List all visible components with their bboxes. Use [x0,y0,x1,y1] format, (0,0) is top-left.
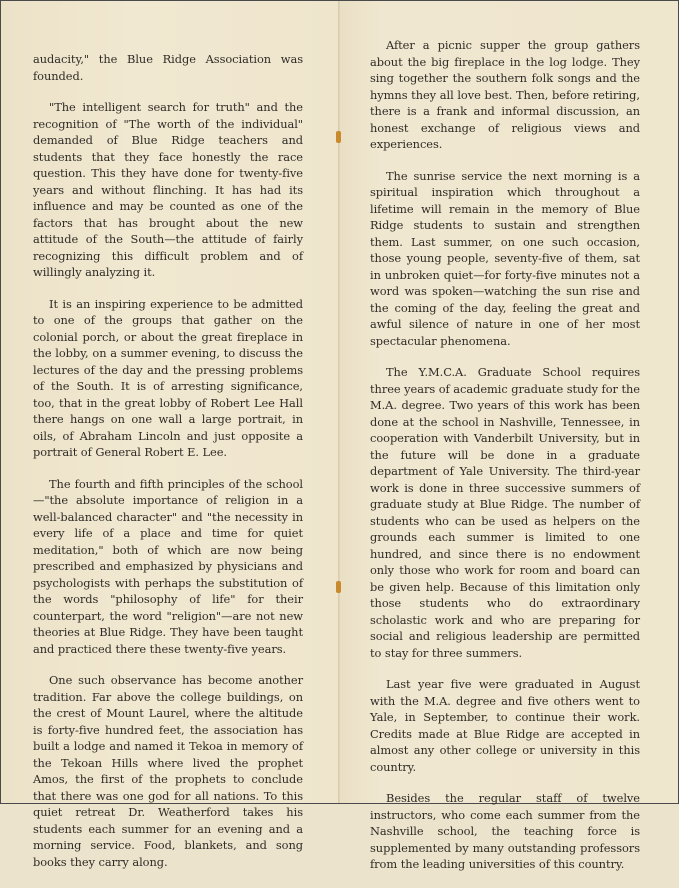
binding-staple-top [336,131,341,143]
binding-staple-bottom [336,581,341,593]
paragraph: After a picnic supper the group gathers about the big fireplace in the log lodge. They sing together the southern folk songs and the hymns they all love best. Then, before retiring, there is a frank and informal discussion, an honest exchange of religious views and experiences. [370,38,640,151]
paragraph: "The intelligent search for truth" and the recognition of "The worth of the individual" demanded of Blue Ridge teachers and students that they face honestly the race question. This they have done for twenty-five years and without flinching. It has had its influence and may be counted as one of the factors that has brought about the new attitude of the South—the attitude of fairly recognizing this difficult problem and of willingly analyzing it. [33,100,303,279]
paragraph: The fourth and fifth principles of the school—"the absolute importance of religion in a well-balanced character" and "the necessity in every life of a place and time for quiet meditation," both of which are now being prescribed and emphasized by physicians and psychologists with perhaps the substitution of the words "philosophy of life" for their counterpart, the word "religion"—are not new theories at Blue Ridge. They have been taught and practiced there these twenty-five years. [33,476,303,656]
paragraph: The sunrise service the next morning is a spiritual inspiration which throughout a lifetime will remain in the memory of Blue Ridge students to sustain and strengthen them. Last summer, on one such occasion, those young people, seventy-five of them, sat in unbroken quiet—for forty-five minutes not a word was spoken—watching the sun rise and the coming of the day, feeling the great and awful silence of nature in one of her most spectacular phenomena. [370,168,640,348]
left-column-text [33,51,303,885]
right-column-text [370,38,640,888]
paragraph: audacity," the Blue Ridge Association was founded. [33,52,303,83]
page-gutter [338,1,340,803]
paragraph: Besides the regular staff of twelve instructors, who come each summer from the Nashville school, the teaching force is supplemented by many outstanding professors from the leading universities of this country. [370,791,640,871]
paragraph: One such observance has become another tradition. Far above the college buildings, on the crest of Mount Laurel, where the altitude is forty-five hundred feet, the association has built a lodge and named it Tekoa in memory of the Tekoan Hills where lived the prophet Amos, the first of the prophets to conclude that there was one god for all nations. To this quiet retreat Dr. Weatherford takes his students each summer for an evening and a morning service. Food, blankets, and song books they carry along. [33,673,303,869]
paragraph: Last year five were graduated in August with the M.A. degree and five others went to Yale, in September, to continue their work. Credits made at Blue Ridge are accepted in almost any other college or university in this country. [370,677,640,774]
paragraph: The Y.M.C.A. Graduate School requires three years of academic graduate study for the M.A. degree. Two years of this work has been done at the school in Nashville, Tennessee, in cooperation with Vanderbilt University, but in the future will be done in a graduate department of Yale University. The third-year work is done in three successive summers of graduate study at Blue Ridge. The number of students who can be used as helpers on the grounds each summer is limited to one hundred, and since there is no endowment only those who work for room and board can be given help. Because of this limitation only those students who do extraordinary scholastic work and who are preparing for social and religious leadership are permitted to stay for three summers. [370,365,640,660]
paragraph: It is an inspiring experience to be admitted to one of the groups that gather on the colonial porch, or about the great fireplace in the lobby, on a summer evening, to discuss the lectures of the day and the pressing problems of the South. It is of arresting significance, too, that in the great lobby of Robert Lee Hall there hangs on one wall a large portrait, in oils, of Abraham Lincoln and just opposite a portrait of General Robert E. Lee. [33,296,303,459]
